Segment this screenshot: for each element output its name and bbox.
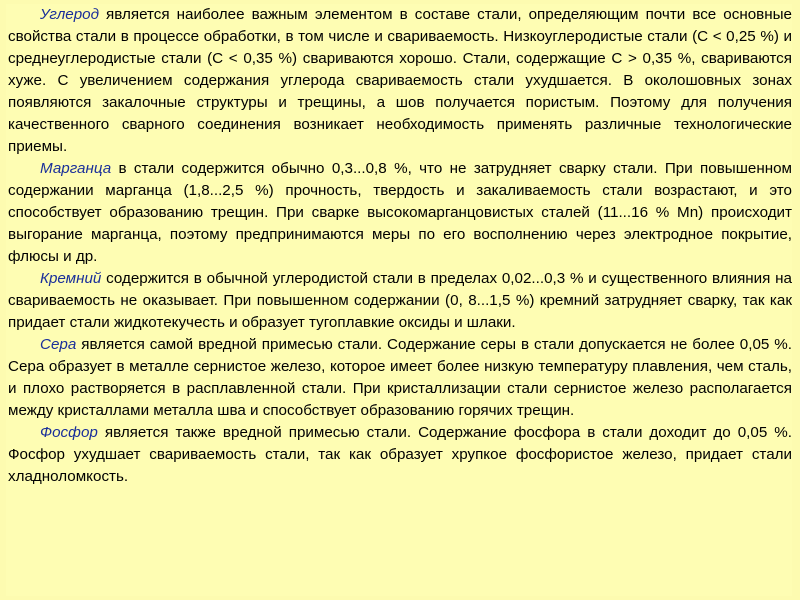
paragraph-sulfur-text: является самой вредной примесью стали. Содержание серы в стали допускается не более 0,05 %. Сера образует в металле сернистое железо, которое имеет более низкую температуру плавления, чем сталь, и плохо растворяется в расплавленной стали. При кристаллизации стали сернистое железо располагается между кристаллами металла шва и способствует образованию горячих трещин. — [8, 336, 792, 419]
term-phosphorus: Фосфор — [40, 424, 98, 441]
paragraph-manganese-text: в стали содержится обычно 0,3...0,8 %, что не затрудняет сварку стали. При повышенном содержании марганца (1,8...2,5 %) прочность, твердость и закаливаемость стали возрастают, и это способствует образованию трещин. При сварке высокомарганцовистых сталей (11...16 % Mn) происходит выгорание марганца, поэтому предпринимаются меры по его восполнению через электродное покрытие, флюсы и др. — [8, 160, 792, 265]
term-carbon: Углерод — [40, 6, 99, 23]
paragraph-carbon-text: является наиболее важным элементом в составе стали, определяющим почти все основные свойства стали в процессе обработки, в том числе и свариваемость. Низкоуглеродистые стали (С < 0,25 %) и среднеуглеродистые стали (С < 0,35 %) свариваются хорошо. Стали, содержащие С > 0,35 %, свариваются хуже. С увеличением содержания углерода свариваемость стали ухудшается. В околошовных зонах появляются закалочные структуры и трещины, а шов получается пористым. Поэтому для получения качественного сварного соединения возникает необходимость применять различные технологические приемы. — [8, 6, 792, 155]
paragraph-manganese — [8, 158, 792, 268]
paragraph-carbon — [8, 4, 792, 158]
term-sulfur: Сера — [40, 336, 77, 353]
paragraph-phosphorus — [8, 422, 792, 488]
paragraph-phosphorus-text: является также вредной примесью стали. Содержание фосфора в стали доходит до 0,05 %. Фосфор ухудшает свариваемость стали, так как образует хрупкое фосфористое железо, придает стали хладноломкость. — [8, 424, 792, 485]
term-manganese: Марганца — [40, 160, 112, 177]
term-silicon: Кремний — [40, 270, 102, 287]
document-body — [8, 4, 792, 488]
paragraph-silicon — [8, 268, 792, 334]
slide — [6, 4, 792, 596]
paragraph-sulfur — [8, 334, 792, 422]
paragraph-silicon-text: содержится в обычной углеродистой стали в пределах 0,02...0,3 % и существенного влияния на свариваемость не оказывает. При повышенном содержании (0, 8...1,5 %) кремний затрудняет сварку, так как придает стали жидкотекучесть и образует тугоплавкие оксиды и шлаки. — [8, 270, 792, 331]
